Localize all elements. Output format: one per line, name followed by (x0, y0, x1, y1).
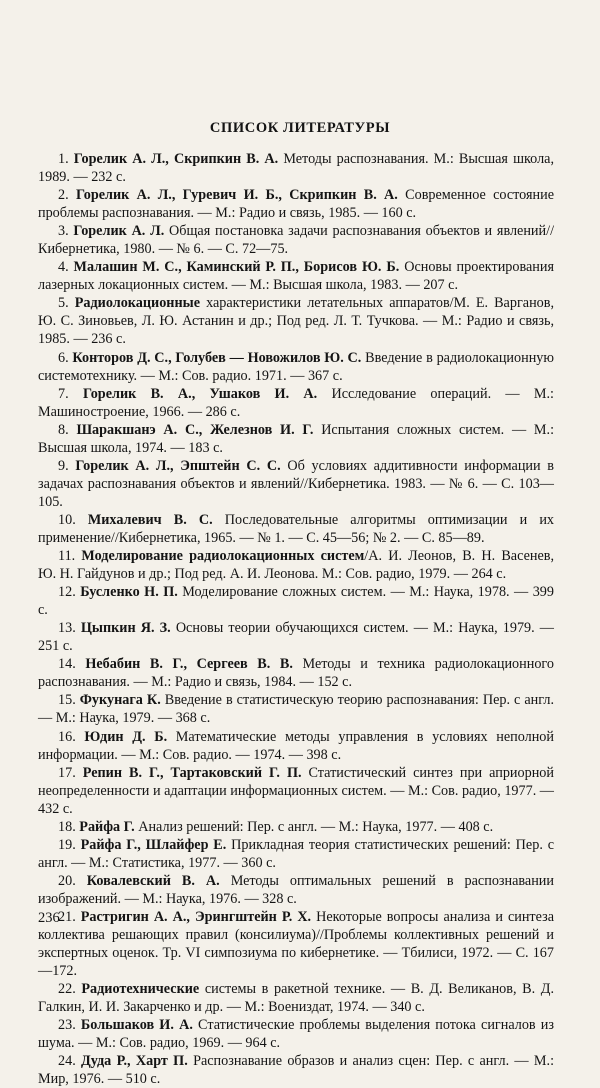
reference-text: Статистический синтез при априорной неопределенности и адаптации информационных систем. — М.: Сов. радио, 1977. — 432 с. (38, 764, 554, 817)
reference-authors: Райфа Г., Шлайфер Е. (80, 836, 227, 853)
reference-text: Современное состояние проблемы распознавания. — М.: Радио и связь, 1985. — 160 с. (38, 187, 555, 222)
reference-number: 9. (58, 457, 69, 474)
reference-item (38, 294, 554, 348)
reference-item (38, 619, 554, 655)
reference-authors: Дуда Р., Харт П. (81, 1053, 188, 1070)
reference-list (38, 150, 554, 1088)
reference-item (38, 222, 554, 258)
reference-authors: Растригин А. А., Эрингштейн Р. Х. (80, 908, 312, 925)
reference-number: 13. (58, 620, 76, 637)
reference-text: Методы и техника радиолокационного распознавания. — М.: Радио и связь, 1984. — 152 с. (38, 656, 554, 691)
reference-authors: Горелик А. Л. (73, 223, 165, 240)
reference-item (38, 457, 554, 511)
reference-authors: Репин В. Г., Тартаковский Г. П. (82, 764, 302, 781)
reference-text: системы в ракетной технике. — В. Д. Великанов, В. Д. Галкин, И. И. Закарченко и др. — М.: Воениздат, 1974. — 340 с. (38, 981, 554, 1016)
reference-text: Некоторые вопросы анализа и синтеза коллектива решающих правил (консилиума)//Проблемы коллективных решений и экспертных оценок. Тр. VI симпозиума по кибернетике. — Тбилиси, 1972. — С. 167—172. (38, 908, 554, 980)
reference-authors: Горелик А. Л., Эпштейн С. С. (75, 457, 281, 474)
reference-number: 19. (58, 836, 76, 853)
reference-item (38, 258, 554, 294)
reference-number: 2. (58, 187, 69, 204)
reference-number: 16. (58, 728, 76, 745)
reference-item (38, 872, 554, 908)
reference-text: Введение в радиолокационную системотехнику. — М.: Сов. радио. 1971. — 367 с. (38, 349, 554, 384)
reference-text: Последовательные алгоритмы оптимизации и их применение//Кибернетика, 1965. — № 1. — С. 45—56; № 2. — С. 85—89. (38, 511, 555, 546)
reference-text: Об условиях аддитивности информации в задачах распознавания объектов и явлений//Кибернетика. 1983. — № 6. — С. 103—105. (38, 457, 554, 510)
reference-item (38, 836, 554, 872)
reference-text: Общая постановка задачи распознавания объектов и явлений//Кибернетика, 1980. — № 6. — С. 72—75. (38, 223, 555, 258)
reference-authors: Небабин В. Г., Сергеев В. В. (85, 656, 293, 673)
reference-number: 4. (58, 259, 69, 276)
reference-authors: Радиотехнические (81, 981, 200, 998)
page-number: 236 (38, 910, 60, 926)
reference-authors: Конторов Д. С., Голубев — Новожилов Ю. С. (72, 349, 362, 366)
reference-item (38, 186, 554, 222)
reference-text: Математические методы управления в условиях неполной информации. — М.: Сов. радио. — 1974. — 398 с. (38, 728, 554, 763)
reference-item (38, 728, 554, 764)
reference-text: /А. И. Леонов, В. Н. Васенев, Ю. Н. Гайдунов и др.; Под ред. А. И. Леонова. М.: Сов. радио, 1979. — 264 с. (38, 548, 555, 583)
reference-item (38, 385, 554, 421)
reference-item (38, 818, 554, 836)
reference-number: 18. (58, 818, 76, 835)
reference-text: Основы проектирования лазерных локационных систем. — М.: Высшая школа, 1983. — 207 с. (38, 259, 555, 294)
reference-text: Прикладная теория статистических решений: Пер. с англ. — М.: Статистика, 1977. — 360 с. (38, 836, 555, 871)
reference-item (38, 1016, 554, 1052)
reference-item (38, 764, 554, 818)
reference-authors: Ковалевский В. А. (86, 872, 220, 889)
reference-number: 7. (58, 385, 69, 402)
reference-number: 21. (58, 908, 76, 925)
reference-number: 1. (58, 151, 69, 167)
reference-number: 15. (58, 692, 76, 709)
reference-authors: Шаракшанэ А. С., Железнов И. Г. (76, 421, 314, 438)
reference-number: 20. (58, 872, 76, 889)
reference-item (38, 1052, 554, 1088)
reference-authors: Горелик А. Л., Гуревич И. Б., Скрипкин В. А. (75, 187, 398, 204)
reference-authors: Радиолокационные (74, 295, 201, 312)
reference-item (38, 583, 554, 619)
reference-item (38, 349, 554, 385)
reference-number: 12. (58, 584, 76, 601)
reference-text: Статистические проблемы выделения потока сигналов из шума. — М.: Сов. радио, 1969. — 964 с. (38, 1017, 555, 1052)
reference-number: 11. (58, 548, 76, 565)
reference-authors: Райфа Г. (79, 818, 135, 835)
reference-authors: Цыпкин Я. З. (80, 620, 171, 637)
reference-number: 6. (58, 349, 69, 366)
reference-number: 14. (58, 656, 76, 673)
reference-item (38, 691, 554, 727)
reference-authors: Юдин Д. Б. (84, 728, 168, 745)
reference-number: 24. (58, 1053, 76, 1070)
reference-number: 22. (58, 981, 76, 998)
reference-text: Методы оптимальных решений в распознавании изображений. — М.: Наука, 1976. — 328 с. (38, 872, 554, 907)
reference-text: Исследование операций. — М.: Машиностроение, 1966. — 286 с. (38, 385, 554, 420)
reference-authors: Горелик В. А., Ушаков И. А. (82, 385, 318, 402)
reference-number: 5. (58, 295, 69, 312)
reference-authors: Бусленко Н. П. (80, 584, 178, 601)
reference-authors: Горелик А. Л., Скрипкин В. А. (73, 151, 279, 167)
reference-text: характеристики летательных аппаратов/М. Е. Варганов, Ю. С. Зиновьев, Л. Ю. Астанин и др.; Под ред. Л. Т. Тучкова. — М.: Радио и связь, 1985. — 236 с. (38, 295, 554, 348)
reference-item (38, 980, 554, 1016)
reference-item (38, 421, 554, 457)
reference-authors: Моделирование радиолокационных систем (81, 548, 365, 565)
reference-number: 23. (58, 1017, 76, 1034)
reference-authors: Фукунага К. (79, 692, 161, 709)
reference-item (38, 655, 554, 691)
reference-text: Введение в статистическую теорию распознавания: Пер. с англ. — М.: Наука, 1979. — 368 с. (38, 692, 554, 727)
reference-number: 17. (58, 764, 76, 781)
reference-number: 10. (58, 511, 76, 528)
reference-text: Основы теории обучающихся систем. — М.: Наука, 1979. — 251 с. (38, 620, 554, 655)
reference-number: 3. (58, 223, 69, 240)
reference-number: 8. (58, 421, 69, 438)
reference-authors: Малашин М. С., Каминский Р. П., Борисов Ю. Б. (73, 259, 400, 276)
reference-authors: Михалевич В. С. (87, 511, 213, 528)
reference-text: Распознавание образов и анализ сцен: Пер. с англ. — М.: Мир, 1976. — 510 с. (38, 1053, 555, 1088)
reference-text: Моделирование сложных систем. — М.: Наука, 1978. — 399 с. (38, 584, 554, 619)
reference-text: Испытания сложных систем. — М.: Высшая школа, 1974. — 183 с. (38, 421, 555, 456)
reference-item (38, 150, 554, 186)
page-title: СПИСОК ЛИТЕРАТУРЫ (209, 120, 391, 136)
reference-text: Методы распознавания. М.: Высшая школа, 1989. — 232 с. (38, 151, 554, 186)
reference-item (38, 511, 554, 547)
reference-item (38, 547, 554, 583)
reference-authors: Большаков И. А. (80, 1017, 193, 1034)
reference-item (38, 908, 554, 980)
reference-text: Анализ решений: Пер. с англ. — М.: Наука, 1977. — 408 с. (134, 818, 494, 835)
